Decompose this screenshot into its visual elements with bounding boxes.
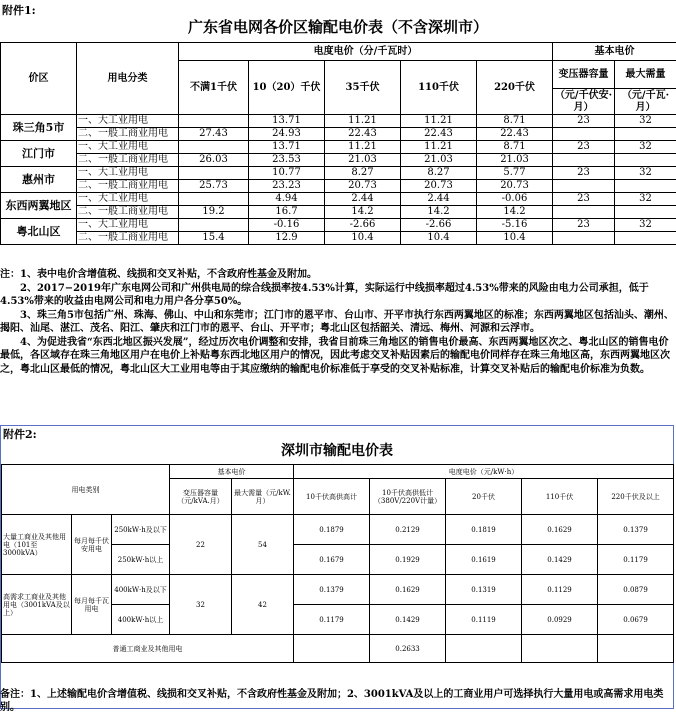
basic-price-cell [615, 232, 676, 245]
energy-price-cell: 16.7 [249, 206, 325, 219]
energy-price-cell: 12.9 [249, 232, 325, 245]
price-cell: 0.1429 [370, 605, 446, 635]
usage-type: 二、一般工商业用电 [77, 180, 179, 193]
price-cell: 0.1629 [370, 575, 446, 605]
energy-price-cell: 14.2 [401, 206, 477, 219]
basic-price-cell: 32 [615, 115, 676, 128]
price-cell: 0.1629 [522, 515, 598, 545]
energy-price-cell: 10.77 [249, 167, 325, 180]
usage-type: 一、大工业用电 [77, 115, 179, 128]
usage-type: 二、一般工商业用电 [77, 154, 179, 167]
header-max-demand: 最大需量（元/kW.月） [232, 479, 294, 515]
price-cell: 0.1179 [598, 545, 674, 575]
table-row [1, 219, 676, 232]
region-name: 珠三角5市 [1, 115, 77, 141]
energy-price-cell: 8.27 [401, 167, 477, 180]
energy-price-cell: 20.73 [401, 180, 477, 193]
header-voltage: 220千伏 [477, 61, 553, 115]
table-row [1, 128, 676, 141]
header-usage-type: 用电类别 [2, 465, 170, 515]
energy-price-cell: 21.03 [477, 154, 553, 167]
price-cell: 0.1179 [294, 605, 370, 635]
note-1: 注：1、表中电价含增值税、线损和交叉补贴，不含政府性基金及附加。 [0, 269, 317, 280]
energy-price-cell: 21.03 [325, 154, 401, 167]
tier-label: 250kW·h以上 [112, 545, 170, 575]
table-1-title: 广东省电网各价区输配电价表（不含深圳市） [187, 18, 488, 36]
basic-price-cell: 32 [615, 193, 676, 206]
price-cell: 0.1929 [370, 545, 446, 575]
energy-price-cell [179, 141, 249, 154]
energy-price-cell: 8.71 [477, 115, 553, 128]
shenzhen-tariff-section [0, 425, 674, 709]
energy-price-cell: 13.71 [249, 141, 325, 154]
energy-price-cell: 13.71 [249, 115, 325, 128]
energy-price-cell: 2.44 [325, 193, 401, 206]
price-cell: 0.1379 [598, 515, 674, 545]
price-cell: 0.1119 [446, 605, 522, 635]
energy-price-cell: 22.43 [325, 128, 401, 141]
basic-price-cell [615, 154, 676, 167]
basic-price-cell [553, 128, 615, 141]
price-cell: 0.1429 [522, 545, 598, 575]
basic-price-cell: 23 [553, 141, 615, 154]
energy-price-cell: 8.27 [325, 167, 401, 180]
table-row [1, 167, 676, 180]
basic-price-cell: 32 [615, 167, 676, 180]
energy-price-cell: 11.21 [325, 115, 401, 128]
header-voltage: 110千伏 [401, 61, 477, 115]
basic-price-cell: 32 [615, 141, 676, 154]
max-demand-value: 42 [232, 575, 294, 635]
price-cell: 0.1129 [522, 575, 598, 605]
header-energy-price: 电度电价（元/kW·h） [294, 465, 674, 479]
energy-price-cell: 14.2 [477, 206, 553, 219]
basic-price-cell [615, 206, 676, 219]
tier-label: 250kW·h及以下 [112, 515, 170, 545]
basic-price-cell [553, 206, 615, 219]
usage-type: 二、一般工商业用电 [77, 232, 179, 245]
usage-type: 二、一般工商业用电 [77, 128, 179, 141]
usage-type: 一、大工业用电 [77, 193, 179, 206]
header-region: 价区 [1, 43, 77, 115]
price-cell: 0.2129 [370, 515, 446, 545]
price-cell: 0.0679 [598, 605, 674, 635]
price-cell: 0.1379 [294, 575, 370, 605]
energy-price-cell: -0.16 [249, 219, 325, 232]
header-voltage: 10千伏高供低计（380V/220V计量） [370, 479, 446, 515]
table-row [1, 206, 676, 219]
price-cell: 0.0879 [598, 575, 674, 605]
group-high-demand-label: 高需求工商业及其他用电（3001kVA及以上） [2, 575, 72, 635]
table-row [1, 180, 676, 193]
energy-price-cell: -2.66 [325, 219, 401, 232]
energy-price-cell: 21.03 [401, 154, 477, 167]
energy-price-cell [179, 167, 249, 180]
basic-price-cell [615, 128, 676, 141]
header-basic-price: 基本电价 [170, 465, 294, 479]
header-energy-price: 电度电价（分/千瓦时） [179, 43, 553, 61]
energy-price-cell: 24.93 [249, 128, 325, 141]
table-row [1, 232, 676, 245]
basic-price-cell [553, 180, 615, 193]
header-voltage: 10千伏高供高计 [294, 479, 370, 515]
usage-type: 一、大工业用电 [77, 141, 179, 154]
tier-label: 400kW·h及以下 [112, 575, 170, 605]
basic-price-cell: 23 [553, 167, 615, 180]
energy-price-cell: 20.73 [477, 180, 553, 193]
group-large-usage-label: 大量工商业及其他用电（101至3000kVA） [2, 515, 72, 575]
energy-price-cell: 20.73 [325, 180, 401, 193]
region-name: 江门市 [1, 141, 77, 167]
basic-price-cell [615, 180, 676, 193]
group-high-demand-sub: 每月每千瓦用电 [72, 575, 112, 635]
price-cell: 0.0929 [522, 605, 598, 635]
table-2-note: 备注：1、上述输配电价含增值税、线损和交叉补贴，不含政府性基金及附加；2、3001kVA及以上的工商业用户可选择执行大量用电或高需求用电类别。 [0, 689, 664, 713]
energy-price-cell: 11.21 [401, 141, 477, 154]
energy-price-cell: 25.73 [179, 180, 249, 193]
energy-price-cell: 2.44 [401, 193, 477, 206]
energy-price-cell: 11.21 [325, 141, 401, 154]
energy-price-cell: 22.43 [477, 128, 553, 141]
basic-price-cell [553, 154, 615, 167]
energy-price-cell: 15.4 [179, 232, 249, 245]
header-voltage: 不满1千伏 [179, 61, 249, 115]
general-usage-value: 0.2633 [370, 635, 446, 663]
header-transformer-unit: （元/千伏安·月） [553, 89, 615, 115]
header-voltage: 110千伏 [522, 479, 598, 515]
table-row [1, 154, 676, 167]
price-cell: 0.1619 [446, 545, 522, 575]
basic-price-cell: 32 [615, 219, 676, 232]
table-row [1, 141, 676, 154]
price-cell [294, 635, 370, 663]
header-max-demand-unit: （元/千瓦·月） [615, 89, 676, 115]
energy-price-cell: 10.4 [401, 232, 477, 245]
energy-price-cell: 11.21 [401, 115, 477, 128]
attachment-2-label: 附件2: [3, 428, 37, 441]
header-max-demand: 最大需量 [615, 61, 676, 89]
energy-price-cell: 4.94 [249, 193, 325, 206]
header-voltage: 220千伏及以上 [598, 479, 674, 515]
energy-price-cell [179, 115, 249, 128]
price-cell: 0.1679 [294, 545, 370, 575]
header-voltage: 10（20）千伏 [249, 61, 325, 115]
basic-price-cell [553, 232, 615, 245]
table-2-title: 深圳市输配电价表 [281, 443, 393, 459]
header-basic-price: 基本电价 [553, 43, 676, 61]
header-voltage: 20千伏 [446, 479, 522, 515]
general-usage-label: 普通工商业及其他用电 [2, 635, 294, 663]
energy-price-cell: 22.43 [401, 128, 477, 141]
tier-label: 400kW·h以上 [112, 605, 170, 635]
energy-price-cell: -0.06 [477, 193, 553, 206]
table-1-notes [0, 268, 676, 423]
basic-price-cell: 23 [553, 219, 615, 232]
price-cell [598, 635, 674, 663]
energy-price-cell: 10.4 [477, 232, 553, 245]
usage-type: 一、大工业用电 [77, 167, 179, 180]
header-voltage: 35千伏 [325, 61, 401, 115]
region-name: 粤北山区 [1, 219, 77, 245]
basic-price-cell: 23 [553, 115, 615, 128]
usage-type: 一、大工业用电 [77, 219, 179, 232]
energy-price-cell: 23.23 [249, 180, 325, 193]
energy-price-cell: -2.66 [401, 219, 477, 232]
energy-price-cell: 5.77 [477, 167, 553, 180]
energy-price-cell: 26.03 [179, 154, 249, 167]
energy-price-cell: 8.71 [477, 141, 553, 154]
energy-price-cell [179, 193, 249, 206]
price-cell: 0.1819 [446, 515, 522, 545]
price-cell: 0.1319 [446, 575, 522, 605]
table-row [1, 193, 676, 206]
energy-price-cell: 27.43 [179, 128, 249, 141]
energy-price-cell: 19.2 [179, 206, 249, 219]
table-row [1, 115, 676, 128]
energy-price-cell: 23.53 [249, 154, 325, 167]
note-3: 3、珠三角5市包括广州、珠海、佛山、中山和东莞市；江门市的恩平市、台山市、开平市执行东西两翼地区的标准；东西两翼地区包括汕头、潮州、揭阳、汕尾、湛江、茂名、阳江、肇庆和江门市的恩平、台山、开平市；粤北山区包括韶关、清远、梅州、河源和云浮市。 [0, 309, 674, 334]
energy-price-cell: 14.2 [325, 206, 401, 219]
energy-price-cell: 10.4 [325, 232, 401, 245]
group-large-usage-sub: 每月每千伏安用电 [72, 515, 112, 575]
note-2: 2、2017−2019年广东电网公司和广州供电局的综合线损率按4.53%计算，实际运行中线损率超过4.53%带来的风险由电力公司承担，低于4.53%带来的收益由电网公司和电力用户各分享50%。 [0, 282, 649, 307]
transformer-capacity-value: 22 [170, 515, 232, 575]
guangdong-tariff-table [0, 42, 676, 245]
header-transformer-capacity: 变压器容量 [553, 61, 615, 89]
region-name: 东西两翼地区 [1, 193, 77, 219]
header-category: 用电分类 [77, 43, 179, 115]
transformer-capacity-value: 32 [170, 575, 232, 635]
price-cell: 0.1879 [294, 515, 370, 545]
energy-price-cell: -5.16 [477, 219, 553, 232]
usage-type: 二、一般工商业用电 [77, 206, 179, 219]
header-transformer-capacity: 变压器容量（元/kVA.月） [170, 479, 232, 515]
note-4: 4、为促进我省“东西北地区振兴发展”，经过历次电价调整和安排，我省目前珠三角地区的销售电价最高、东西两翼地区次之、粤北山区的销售电价最低，各区域存在珠三角地区用户在电价上补贴粤东西北地区用户的情况，因此考虑交叉补贴因素后的输配电价同样存在珠三角地区高，东西两翼地区次之，粤北山区最低的情况，粤北山区大工业用电等由于其应缴纳的输配电价标准低于享受的交叉补贴标准，计算交叉补贴后的输配电价标准为负数。 [0, 336, 670, 375]
region-name: 惠州市 [1, 167, 77, 193]
shenzhen-tariff-table [1, 464, 674, 663]
attachment-1-label: 附件1: [2, 4, 36, 17]
max-demand-value: 54 [232, 515, 294, 575]
price-cell [522, 635, 598, 663]
energy-price-cell [179, 219, 249, 232]
basic-price-cell: 23 [553, 193, 615, 206]
price-cell [446, 635, 522, 663]
